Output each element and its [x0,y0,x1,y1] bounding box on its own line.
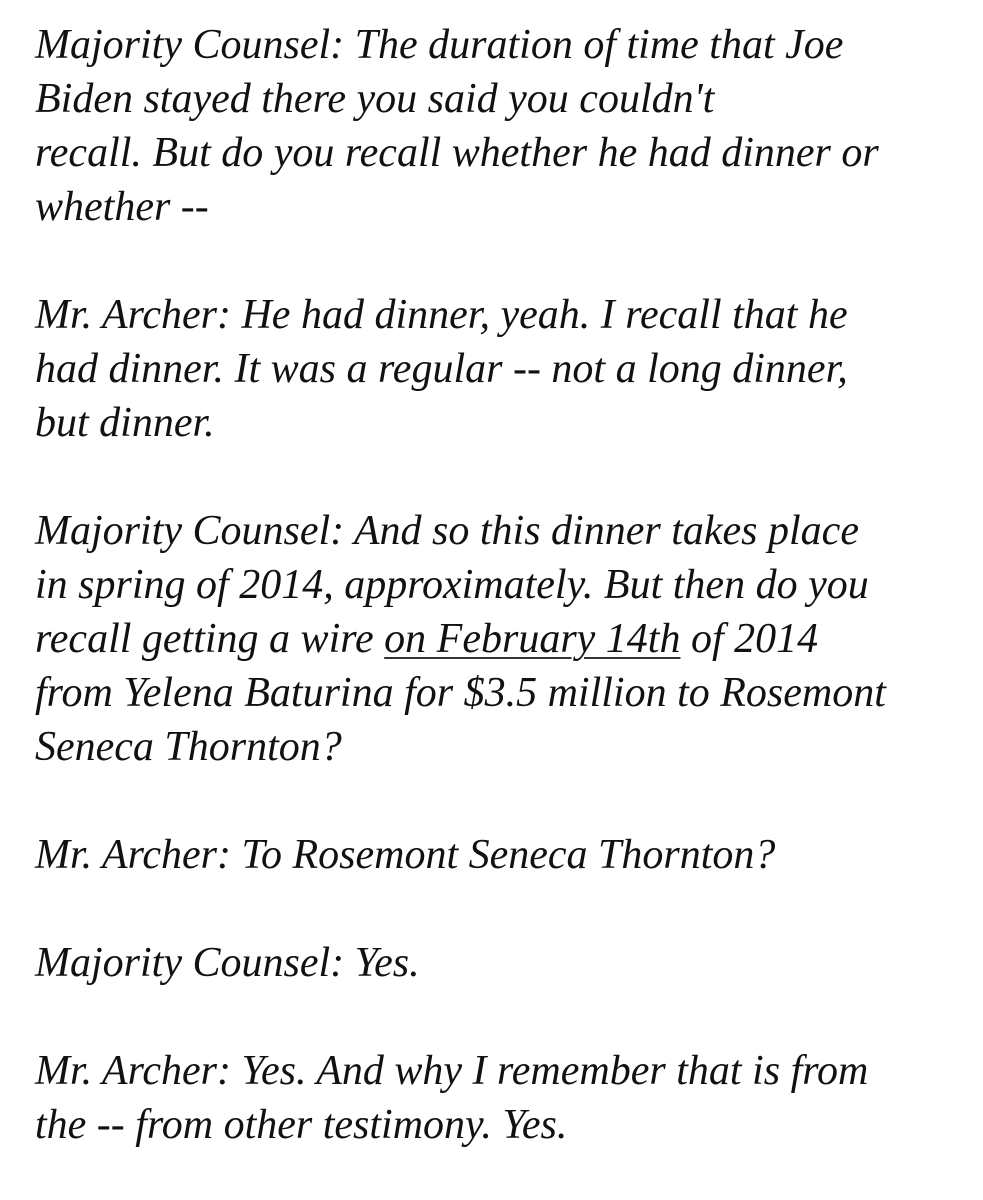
text-line: in spring of 2014, approximately. But then do you [35,562,869,608]
text-line: Majority Counsel: Yes. [35,940,420,986]
text-line: the -- from other testimony. Yes. [35,1102,568,1148]
text-line: from Yelena Baturina for $3.5 million to Rosemont [35,670,886,716]
text-segment: of 2014 [680,616,819,662]
transcript-paragraph-6 [35,1044,953,1152]
text-line: Majority Counsel: And so this dinner takes place [35,508,859,554]
text-line: Seneca Thornton? [35,724,342,770]
transcript-paragraph-3 [35,504,953,774]
text-line: recall. But do you recall whether he had dinner or [35,130,879,176]
transcript-paragraph-5 [35,936,953,990]
text-line: Majority Counsel: The duration of time that Joe [35,22,844,68]
text-line-with-link [35,612,953,666]
transcript-paragraph-2 [35,288,953,450]
text-line: Mr. Archer: Yes. And why I remember that is from [35,1048,869,1094]
text-line: Mr. Archer: He had dinner, yeah. I recall that he [35,292,848,338]
text-line: Mr. Archer: To Rosemont Seneca Thornton? [35,832,776,878]
transcript-paragraph-1 [35,18,953,234]
text-line: whether -- [35,184,209,230]
text-line: but dinner. [35,400,215,446]
date-link[interactable]: on February 14th [384,616,681,662]
text-line: had dinner. It was a regular -- not a long dinner, [35,346,848,392]
text-line: Biden stayed there you said you couldn't [35,76,715,122]
transcript-paragraph-4 [35,828,953,882]
text-segment: recall getting a wire [35,616,385,662]
